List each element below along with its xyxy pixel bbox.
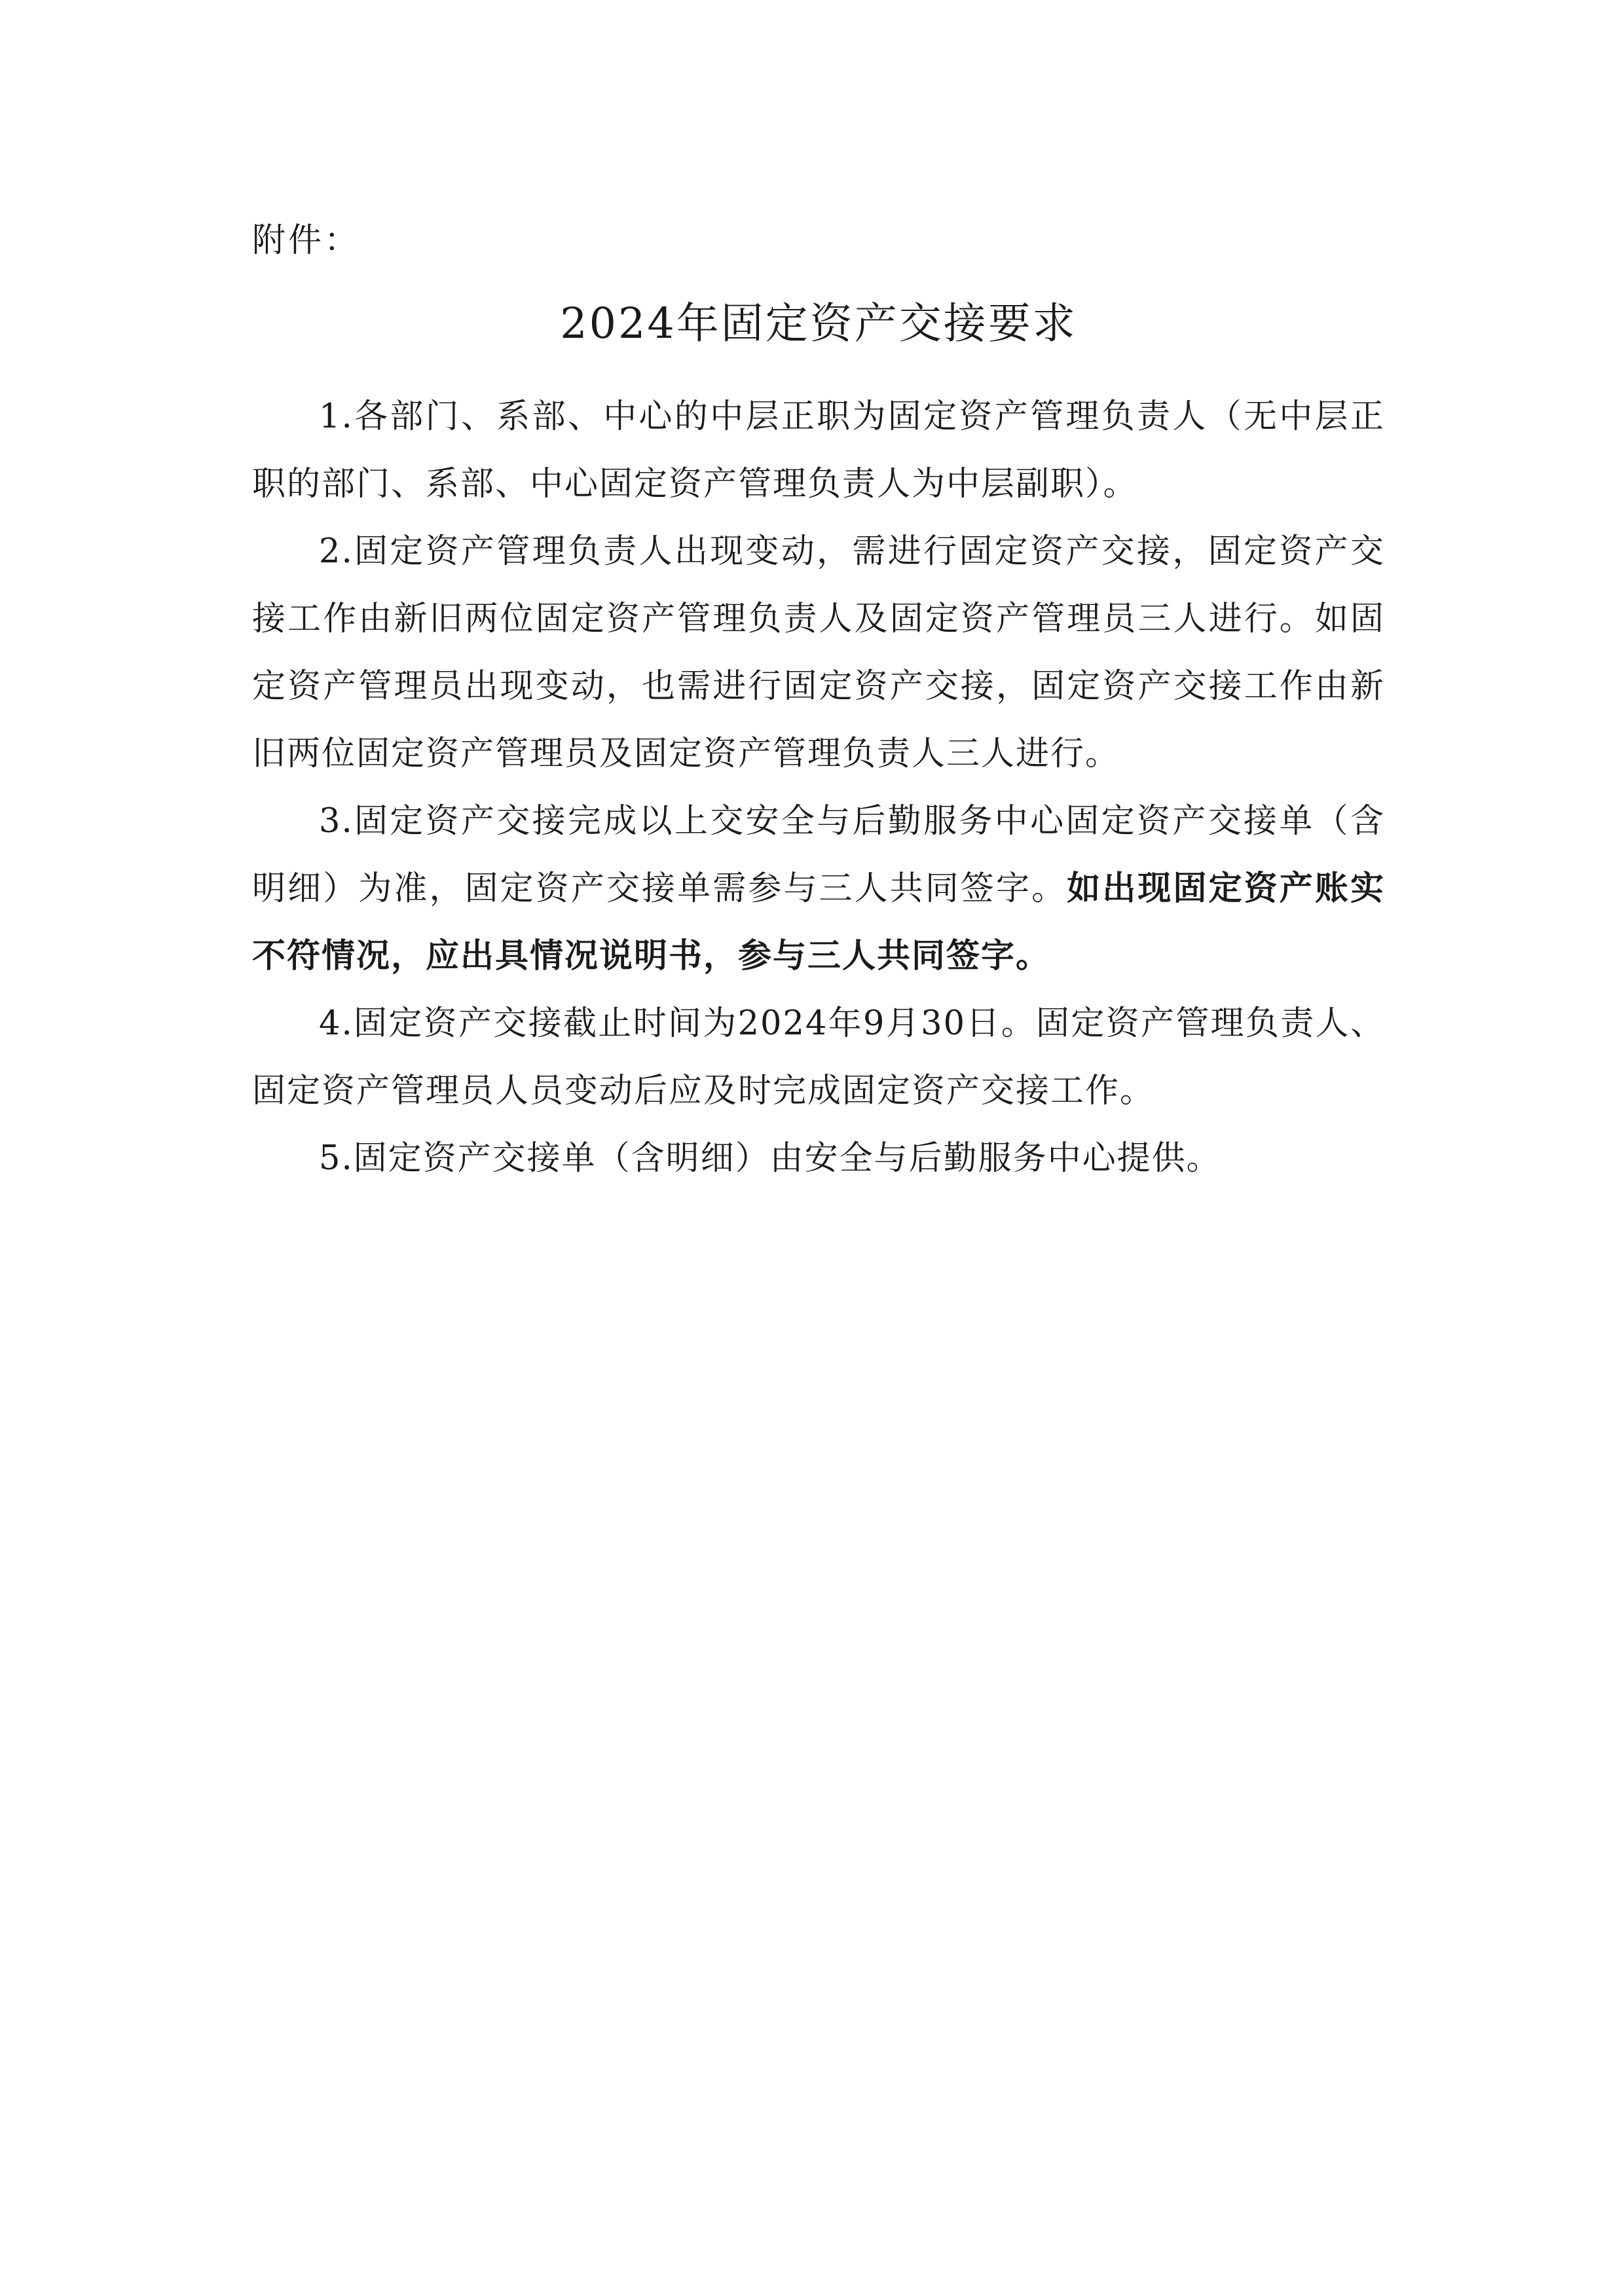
paragraph-4: 4.固定资产交接截止时间为2024年9月30日。固定资产管理负责人、固定资产管理员人员变动后应及时完成固定资产交接工作。 <box>252 1004 1385 1110</box>
paragraph-1: 1.各部门、系部、中心的中层正职为固定资产管理负责人（无中层正职的部门、系部、中心固定资产管理负责人为中层副职）。 <box>252 397 1385 503</box>
paragraph-5: 5.固定资产交接单（含明细）由安全与后勤服务中心提供。 <box>319 1139 1221 1178</box>
paragraph-3 <box>252 788 1385 990</box>
document-body <box>252 383 1385 1192</box>
paragraph-3-text: 3.固定资产交接完成以上交安全与后勤服务中心固定资产交接单（含明细）为准，固定资产交接单需参与三人共同签字。 <box>252 802 1385 908</box>
document-title: 2024年固定资产交接要求 <box>560 299 1077 348</box>
paragraph-3-bold-text: 如出现固定资产账实不符情况，应出具情况说明书，参与三人共同签字。 <box>252 869 1385 975</box>
paragraph-2: 2.固定资产管理负责人出现变动，需进行固定资产交接，固定资产交接工作由新旧两位固定资产管理负责人及固定资产管理员三人进行。如固定资产管理员出现变动，也需进行固定资产交接，固定资产交接工作由新旧两位固定资产管理员及固定资产管理负责人三人进行。 <box>252 532 1385 773</box>
attachment-label: 附件： <box>252 221 361 260</box>
